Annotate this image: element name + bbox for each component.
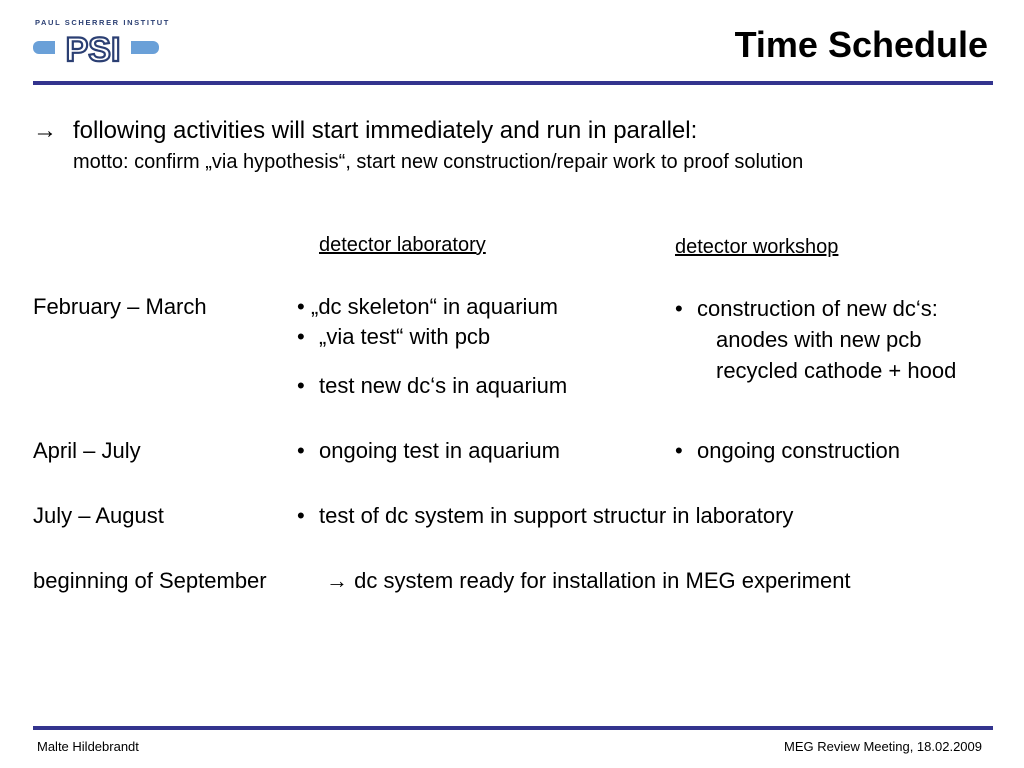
lab-item bbox=[297, 324, 490, 350]
psi-logo bbox=[33, 18, 170, 68]
workshop-item-text: construction of new dc‘s: bbox=[697, 296, 938, 321]
bullet: • bbox=[297, 503, 305, 528]
column-header-lab: detector laboratory bbox=[319, 234, 486, 256]
bullet: • bbox=[297, 438, 305, 463]
intro-line bbox=[33, 117, 697, 145]
header-rule bbox=[33, 81, 993, 85]
workshop-item bbox=[675, 296, 938, 322]
lab-item bbox=[297, 294, 558, 320]
bullet: • bbox=[297, 373, 305, 398]
lab-item-text: test of dc system in support structur in laboratory bbox=[319, 503, 794, 528]
footer-rule bbox=[33, 726, 993, 730]
lab-item bbox=[297, 503, 793, 529]
column-header-workshop: detector workshop bbox=[675, 236, 839, 258]
bullet: • bbox=[297, 324, 305, 349]
lab-item-text: ongoing test in aquarium bbox=[319, 438, 560, 463]
footer-event: MEG Review Meeting, 18.02.2009 bbox=[784, 739, 982, 754]
lab-item-text: „dc skeleton“ in aquarium bbox=[311, 294, 559, 319]
workshop-item bbox=[675, 438, 900, 464]
milestone-text: dc system ready for installation in MEG experiment bbox=[354, 568, 851, 593]
lab-item bbox=[297, 438, 560, 464]
intro-text: following activities will start immediately and run in parallel: bbox=[73, 117, 698, 144]
footer-author: Malte Hildebrandt bbox=[37, 739, 139, 754]
page-title: Time Schedule bbox=[734, 24, 988, 65]
milestone bbox=[326, 568, 851, 594]
workshop-subitem: anodes with new pcb bbox=[716, 327, 922, 352]
workshop-subitem: recycled cathode + hood bbox=[716, 358, 957, 383]
logo-institute-name: PAUL SCHERRER INSTITUT bbox=[35, 18, 170, 27]
milestone-arrow: → bbox=[326, 568, 348, 593]
period-label-feb: February – March bbox=[33, 294, 207, 319]
bullet: • bbox=[297, 294, 305, 319]
lab-item-text: test new dc‘s in aquarium bbox=[319, 373, 568, 398]
period-label-jul: July – August bbox=[33, 503, 164, 528]
period-label-apr: April – July bbox=[33, 438, 141, 463]
intro-motto: motto: confirm „via hypothesis“, start new construction/repair work to proof solution bbox=[73, 151, 804, 173]
psi-logo-mark bbox=[33, 28, 159, 68]
logo-letters: PSI bbox=[65, 31, 121, 68]
period-label-sep: beginning of September bbox=[33, 568, 267, 593]
bullet: • bbox=[675, 438, 683, 463]
lab-item-text: „via test“ with pcb bbox=[319, 324, 491, 349]
workshop-item-text: ongoing construction bbox=[697, 438, 901, 463]
lab-item bbox=[297, 373, 567, 399]
bullet: • bbox=[675, 296, 683, 321]
intro-arrow: → bbox=[33, 117, 57, 144]
